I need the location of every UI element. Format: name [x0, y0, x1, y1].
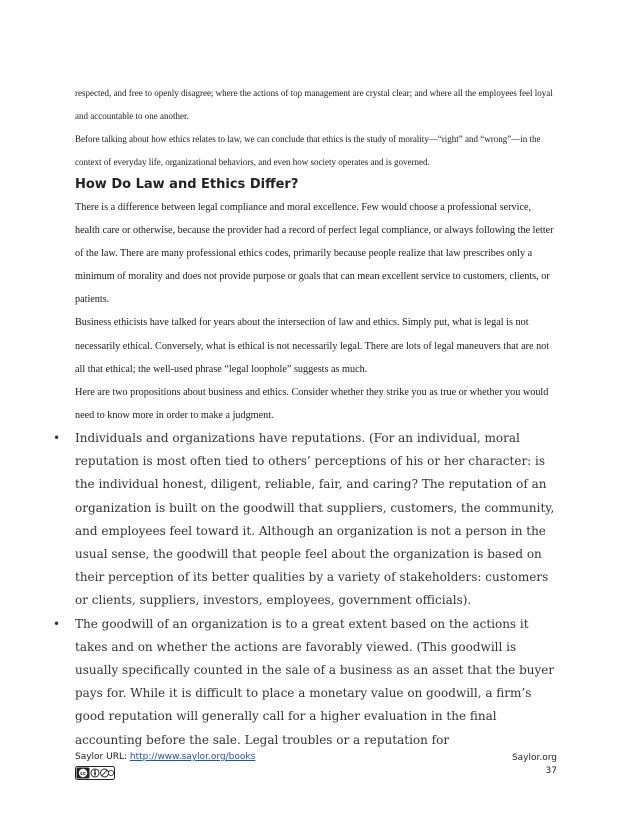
bullet-item [53, 427, 557, 613]
footer-url-prefix: Saylor URL: [75, 752, 130, 762]
bullet-item [53, 613, 557, 752]
bullet-icon: • [53, 430, 61, 445]
section-heading: How Do Law and Ethics Differ? [75, 177, 299, 192]
bullet-icon: • [53, 616, 61, 631]
bullet-text: Individuals and organizations have reputations. (For an individual, moral reputation is most often tied to others’ perceptions of his or her character: is the individual honest, diligent, reliable, fair, and caring? The reputation of an organization is built on the goodwill that suppliers, customers, the community, and employees feel toward it. Although an organization is not a person in the usual sense, the goodwill that people feel about the organization is based on their perception of its better qualities by a variety of stakeholders: customers or clients, suppliers, investors, employees, government officials). [75, 430, 555, 608]
footer-site: Saylor.org [511, 753, 557, 763]
paragraph-top-2: Before talking about how ethics relates to law, we can conclude that ethics is the study of morality—“right” and “wrong”—in the context of everyday life, organizational behaviors, and even how society operates and is governed. [75, 134, 541, 167]
paragraph-top-1: respected, and free to openly disagree; where the actions of top management are crystal clear; and where all the employees feel loyal and accountable to one another. [75, 88, 553, 121]
footer-url-link[interactable]: http://www.saylor.org/books [129, 752, 256, 762]
paragraph-section-3: Here are two propositions about business and ethics. Consider whether they strike you as true or whether you would need to know more in order to make a judgment. [75, 386, 549, 421]
bullet-text: The goodwill of an organization is to a great extent based on the actions it takes and on whether the actions are favorably viewed. (This goodwill is usually specifically counted in the sale of a business as an asset that the buyer pays for. While it is difficult to place a monetary value on goodwill, a firm’s good reputation will generally call for a higher evaluation in the final accounting before the sale. Legal troubles or a reputation for [75, 616, 555, 747]
footer-right [512, 752, 557, 778]
svg-text:cc: cc [80, 772, 86, 777]
bullet-list [53, 427, 557, 752]
footer-page-number: 37 [545, 766, 557, 776]
paragraph-section-2: Business ethicists have talked for years about the intersection of law and ethics. Simply put, what is legal is not necessarily ethical. Conversely, what is ethical is not necessarily legal. There are lots of legal maneuvers that are not all that ethical; the well-used phrase “legal loophole” suggests as much. [75, 317, 550, 375]
page-body [53, 82, 557, 752]
cc-license-icon [75, 766, 115, 780]
footer-url-line [75, 752, 255, 762]
paragraph-section-1: There is a difference between legal compliance and moral excellence. Few would choose a professional service, health care or otherwise, because the provider had a record of perfect legal compliance, or always following the letter of the law. There are many professional ethics codes, primarily because people realize that law prescribes only a minimum of morality and does not provide purpose or goals that can mean excellent service to customers, clients, or patients. [75, 202, 554, 306]
